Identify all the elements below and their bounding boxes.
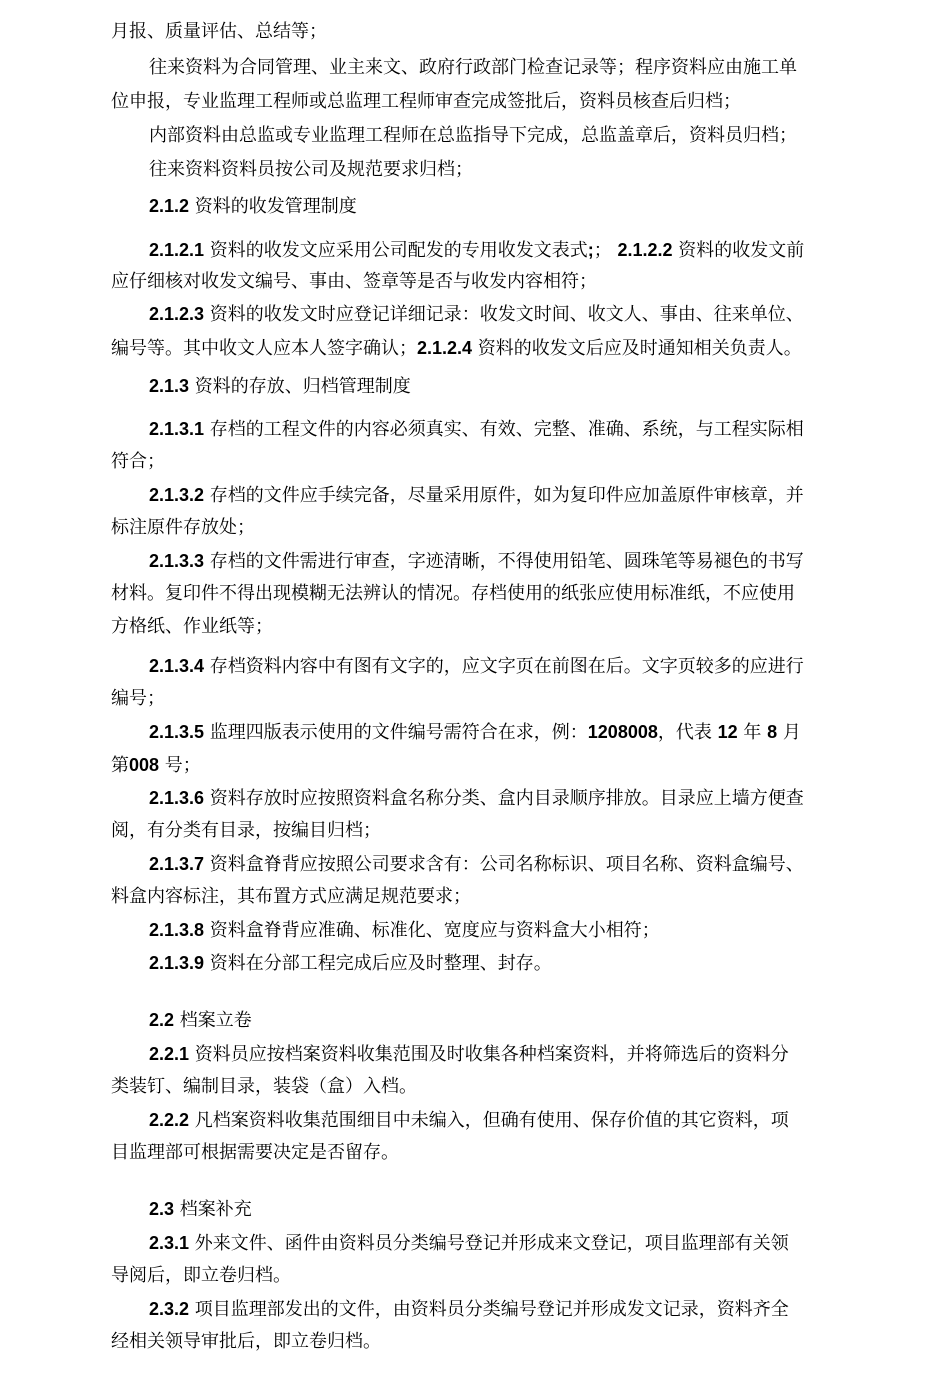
text: 外来文件、函件由资料员分类编号登记并形成来文登记，项目监理部有关领	[194, 1233, 789, 1254]
text: 编号等。其中收文人应本人签字确认；	[111, 338, 417, 359]
text: ;	[587, 240, 594, 260]
text: 经相关领导审批后，即立卷归档。	[111, 1331, 381, 1352]
paragraph-line	[111, 754, 201, 777]
text: 8	[767, 722, 778, 742]
section-heading	[149, 195, 357, 218]
text: 资料的收发文前	[678, 240, 805, 261]
section-title: 档案立卷	[179, 1010, 252, 1031]
clause-number: 2.1.3.7	[149, 854, 205, 874]
paragraph-line	[111, 616, 273, 638]
text: 编号；	[111, 688, 165, 709]
paragraph-line	[149, 787, 804, 810]
clause-number: 2.1.3.1	[149, 419, 205, 439]
paragraph-line	[149, 303, 804, 326]
text: 应仔细核对收发文编号、事由、签章等是否与收发内容相符；	[111, 271, 597, 292]
text: 料盒内容标注，其布置方式应满足规范要求；	[111, 886, 471, 907]
text: 监理四版表示使用的文件编号需符合在求，例：	[209, 722, 588, 743]
section-number: 2.3	[149, 1199, 175, 1219]
paragraph-line	[149, 484, 804, 507]
section-title: 资料的收发管理制度	[194, 196, 357, 217]
text: 方格纸、作业纸等；	[111, 616, 273, 637]
clause-number: 2.1.3.6	[149, 788, 205, 808]
clause-number: 2.1.3.5	[149, 722, 205, 742]
text: 月报、质量评估、总结等；	[111, 21, 327, 42]
text: 位申报，专业监理工程师或总监理工程师审查完成签批后，资料员核查后归档；	[111, 91, 741, 112]
text: 往来资料为合同管理、业主来文、政府行政部门检查记录等；程序资料应由施工单	[149, 57, 797, 78]
text: 符合；	[111, 451, 165, 472]
paragraph-line	[149, 239, 804, 262]
text: 存档资料内容中有图有文字的，应文字页在前图在后。文字页较多的应进行	[209, 656, 804, 677]
text: 内部资料由总监或专业监理工程师在总监指导下完成，总监盖章后，资料员归档；	[149, 125, 797, 146]
text: 资料的收发文应采用公司配发的专用收发文表式	[209, 240, 588, 261]
clause-number: 2.1.3.3	[149, 551, 205, 571]
section-heading	[149, 1009, 252, 1032]
paragraph-line	[149, 721, 801, 744]
section-number: 2.1.3	[149, 376, 190, 396]
text: 阅，有分类有目录，按编目归档；	[111, 820, 381, 841]
text: 目监理部可根据需要决定是否留存。	[111, 1142, 399, 1163]
text: ；	[593, 240, 612, 261]
clause-number: 2.1.2.4	[417, 338, 473, 358]
section-heading	[149, 375, 411, 398]
text: 项目监理部发出的文件，由资料员分类编号登记并形成发文记录，资料齐全	[194, 1299, 789, 1320]
paragraph-line	[111, 271, 597, 293]
text: 第	[111, 755, 129, 776]
text: 资料在分部工程完成后应及时整理、封存。	[209, 953, 552, 974]
section-number: 2.2	[149, 1010, 175, 1030]
clause-number: 2.1.3.9	[149, 953, 205, 973]
paragraph-line	[149, 159, 473, 181]
paragraph-line	[111, 820, 381, 842]
text: 存档的文件需进行审查，字迹清晰，不得使用铅笔、圆珠笔等易褪色的书写	[209, 551, 804, 572]
clause-number: 2.1.3.2	[149, 485, 205, 505]
text: 导阅后，即立卷归档。	[111, 1265, 291, 1286]
text: 号；	[164, 755, 201, 776]
text: ，代表	[657, 722, 712, 743]
clause-number: 2.1.2.1	[149, 240, 205, 260]
paragraph-line	[111, 688, 165, 710]
paragraph-line	[149, 853, 804, 876]
text: 月	[782, 722, 801, 743]
text: 1208008	[587, 722, 658, 742]
text: 资料存放时应按照资料盒名称分类、盒内目录顺序排放。目录应上墙方便查	[209, 788, 804, 809]
paragraph-line	[111, 1265, 291, 1287]
paragraph-line	[111, 1076, 417, 1098]
paragraph-line	[111, 21, 327, 43]
text: 材料。复印件不得出现模糊无法辨认的情况。存档使用的纸张应使用标准纸，不应使用	[111, 583, 795, 604]
section-number: 2.1.2	[149, 196, 190, 216]
clause-number: 2.2.1	[149, 1044, 190, 1064]
text: 年	[743, 722, 762, 743]
paragraph-line	[111, 583, 795, 605]
section-title: 档案补充	[179, 1199, 252, 1220]
paragraph-line	[149, 1298, 789, 1321]
paragraph-line	[111, 91, 741, 113]
text: 资料盒脊背应按照公司要求含有：公司名称标识、项目名称、资料盒编号、	[209, 854, 804, 875]
paragraph-line	[111, 517, 255, 539]
paragraph-line	[149, 952, 552, 975]
paragraph-line	[111, 1142, 399, 1164]
clause-number: 2.2.2	[149, 1110, 190, 1130]
paragraph-line	[149, 418, 804, 441]
paragraph-line	[149, 550, 804, 573]
text: 往来资料资料员按公司及规范要求归档；	[149, 159, 473, 180]
text: 资料盒脊背应准确、标准化、宽度应与资料盒大小相符；	[209, 920, 660, 941]
paragraph-line	[149, 919, 660, 942]
text: 资料的收发文时应登记详细记录：收发文时间、收文人、事由、往来单位、	[209, 304, 804, 325]
text: 类装钉、编制目录，装袋（盒）入档。	[111, 1076, 417, 1097]
clause-number: 2.1.3.8	[149, 920, 205, 940]
paragraph-line	[111, 1331, 381, 1353]
text: 存档的工程文件的内容必须真实、有效、完整、准确、系统，与工程实际相	[209, 419, 804, 440]
paragraph-line	[149, 1109, 789, 1132]
clause-number: 2.1.2.3	[149, 304, 205, 324]
paragraph-line	[149, 1232, 789, 1255]
text: 12	[717, 722, 738, 742]
text: 资料的收发文后应及时通知相关负责人。	[477, 338, 802, 359]
paragraph-line	[111, 451, 165, 473]
paragraph-line	[149, 57, 797, 79]
text: 008	[129, 755, 160, 775]
text: 凡档案资料收集范围细目中未编入，但确有使用、保存价值的其它资料，项	[194, 1110, 789, 1131]
section-title: 资料的存放、归档管理制度	[194, 376, 411, 397]
paragraph-line	[149, 655, 804, 678]
text: 资料员应按档案资料收集范围及时收集各种档案资料，并将筛选后的资料分	[194, 1044, 789, 1065]
section-heading	[149, 1198, 252, 1221]
text: 标注原件存放处；	[111, 517, 255, 538]
paragraph-line	[111, 337, 802, 360]
clause-number: 2.1.3.4	[149, 656, 205, 676]
text: 存档的文件应手续完备，尽量采用原件，如为复印件应加盖原件审核章，并	[209, 485, 804, 506]
clause-number: 2.3.2	[149, 1299, 190, 1319]
paragraph-line	[111, 886, 471, 908]
clause-number: 2.3.1	[149, 1233, 190, 1253]
paragraph-line	[149, 1043, 789, 1066]
paragraph-line	[149, 125, 797, 147]
clause-number: 2.1.2.2	[617, 240, 673, 260]
